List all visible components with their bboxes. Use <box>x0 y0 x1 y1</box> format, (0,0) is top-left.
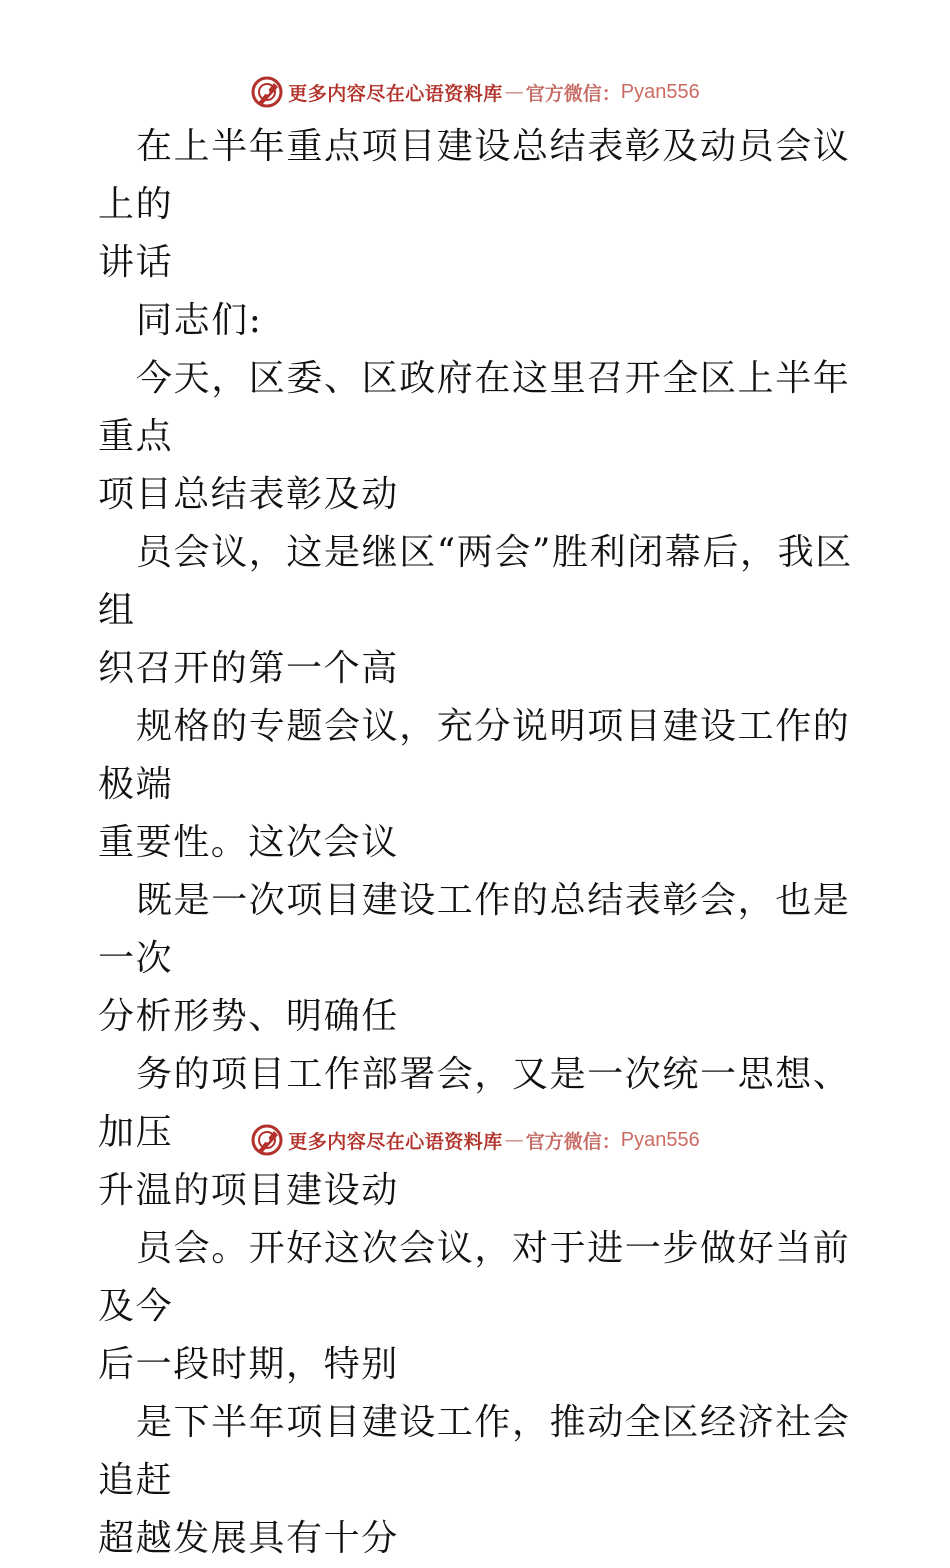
paragraph: 今天，区委、区政府在这里召开全区上半年重点 项目总结表彰及动 <box>98 358 851 515</box>
salutation: 同志们: <box>136 300 263 341</box>
banner-wechat-label: 官方微信： <box>525 1130 621 1153</box>
pen-logo-icon <box>250 1123 284 1157</box>
banner-wechat-id: Pyan556 <box>620 1128 700 1151</box>
header-banner <box>0 72 950 112</box>
banner-wechat-id: Pyan556 <box>620 80 700 103</box>
paragraph: 是下半年项目建设工作，推动全区经济社会追赶 超越发展具有十分 <box>98 1402 851 1559</box>
paragraph: 既是一次项目建设工作的总结表彰会，也是一次 分析形势、明确任 <box>98 880 851 1037</box>
banner-separator: — <box>504 81 524 103</box>
banner-separator: — <box>504 1129 524 1151</box>
pen-logo-icon <box>250 75 284 109</box>
document-title: 在上半年重点项目建设总结表彰及动员会议上的 讲话 <box>98 126 851 283</box>
paragraph: 员会议，这是继区“两会”胜利闭幕后，我区组 织召开的第一个高 <box>98 532 853 689</box>
paragraph: 员会。开好这次会议，对于进一步做好当前及今 后一段时期，特别 <box>98 1228 851 1385</box>
paragraph: 规格的专题会议，充分说明项目建设工作的极端 重要性。这次会议 <box>98 706 851 863</box>
paragraph: 务的项目工作部署会，又是一次统一思想、加压 升温的项目建设动 <box>98 1054 851 1211</box>
footer-banner <box>0 1120 950 1160</box>
document-body <box>98 118 858 1568</box>
banner-text: 更多内容尽在心语资料库 <box>288 1130 503 1153</box>
banner-text: 更多内容尽在心语资料库 <box>288 82 503 105</box>
banner-wechat-label: 官方微信： <box>525 82 621 105</box>
